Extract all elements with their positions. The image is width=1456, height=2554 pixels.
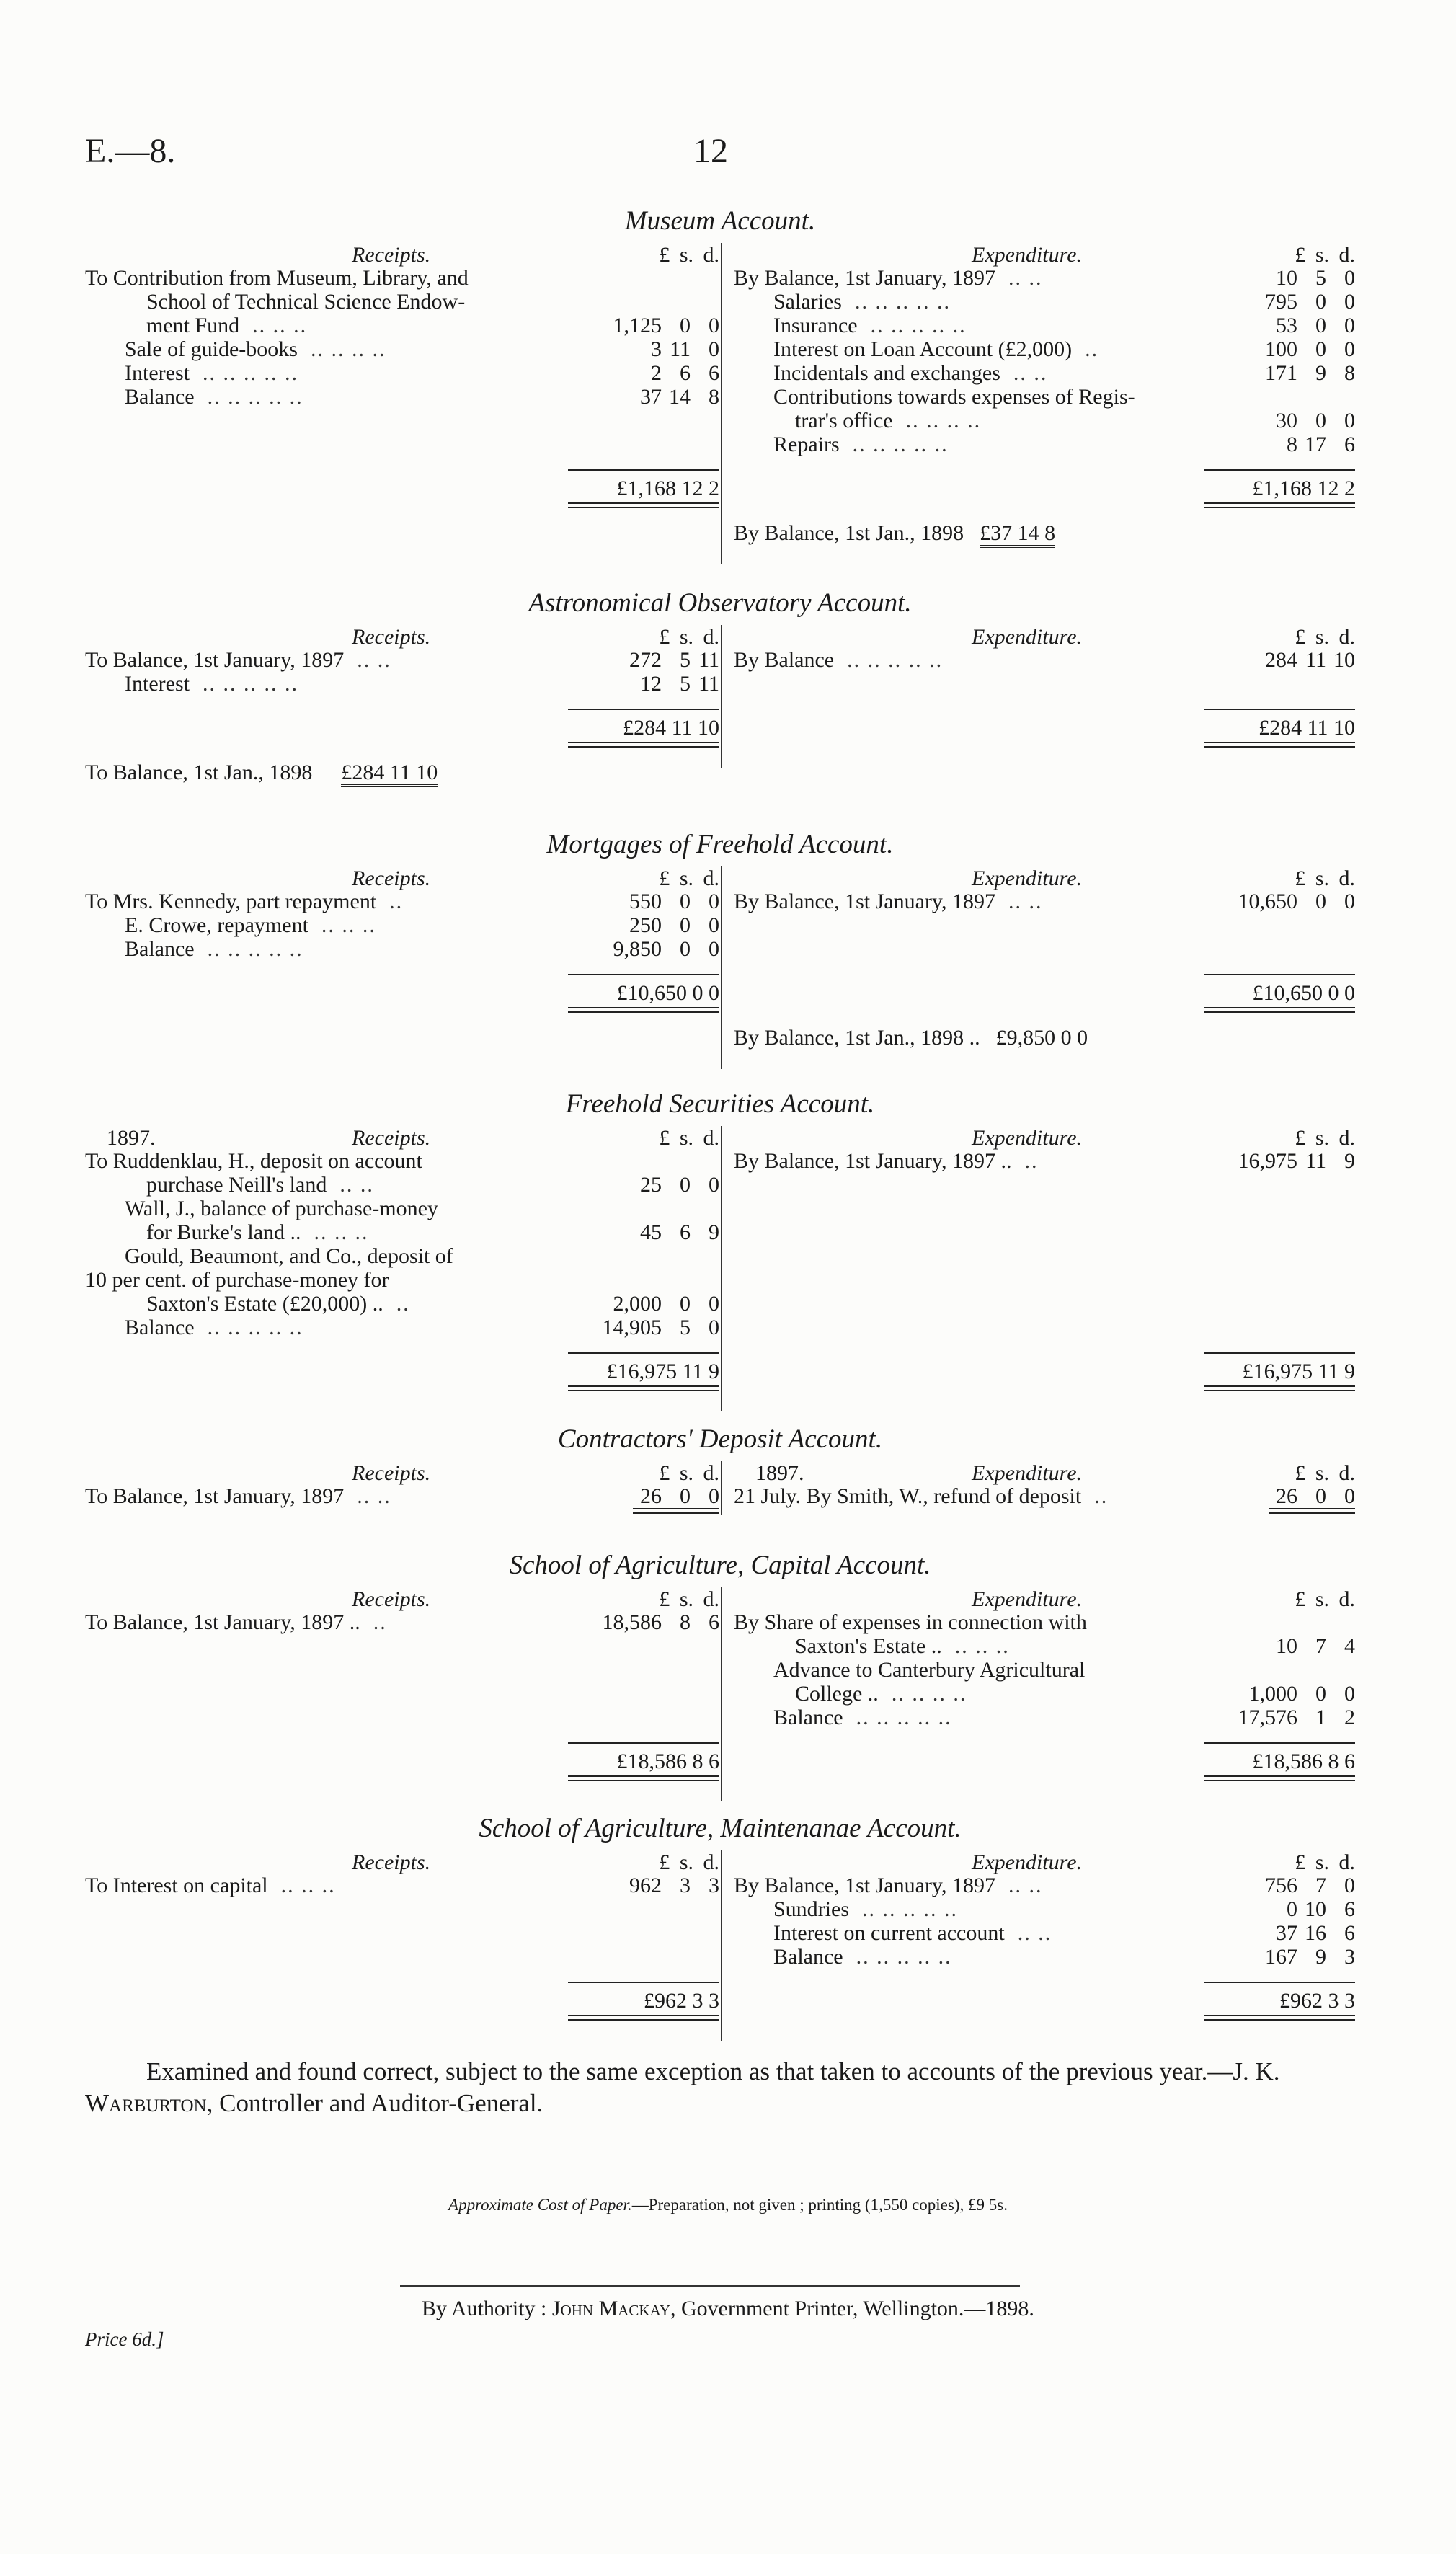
expenditure-row (734, 385, 1355, 409)
double-rule (568, 1007, 719, 1013)
expenditure-column (734, 243, 1355, 550)
page-number: 12 (693, 132, 728, 170)
receipts-text: To Contribution from Museum, Library, and (85, 266, 469, 290)
expenditure-header (734, 866, 1355, 890)
expenditure-text: Interest on current account .. .. (773, 1921, 1052, 1945)
double-rule (1204, 2015, 1355, 2021)
total-amount: £1,168 12 2 (1204, 469, 1355, 501)
amount: 962 3 3 (629, 1874, 719, 1897)
amount: 284 11 10 (1265, 648, 1355, 672)
auditor-name: Warburton (85, 2089, 207, 2117)
expenditure-row (734, 1484, 1355, 1508)
total-amount: £18,586 8 6 (568, 1742, 719, 1774)
lsd-header: £ s. d. (1295, 1587, 1355, 1611)
double-rule (568, 2015, 719, 2021)
expenditure-row (734, 433, 1355, 456)
amount: 10,650 0 0 (1238, 890, 1355, 913)
expenditure-text: Insurance .. .. .. .. .. (773, 314, 967, 337)
amount (1211, 1658, 1355, 1682)
double-rule (1204, 1007, 1355, 1013)
lsd-header: £ s. d. (659, 625, 719, 649)
total-row (734, 709, 1355, 740)
expenditure-row (734, 314, 1355, 337)
expenditure-label: Expenditure. (972, 1461, 1083, 1485)
expenditure-text: College .. .. .. .. .. (795, 1682, 967, 1706)
expenditure-text: Balance .. .. .. .. .. (773, 1945, 952, 1969)
expenditure-row (734, 1634, 1355, 1658)
double-rule (1204, 502, 1355, 508)
expenditure-row (734, 1706, 1355, 1729)
balance-carried: By Balance, 1st Jan., 1898 .. £9,850 0 0 (734, 1026, 1355, 1055)
expenditure-row (734, 890, 1355, 913)
amount: 26 0 0 (1276, 1484, 1355, 1508)
amount: 25 0 0 (640, 1173, 719, 1197)
amount (1211, 1610, 1355, 1635)
column-divider (721, 625, 722, 768)
lsd-header: £ s. d. (1295, 1461, 1355, 1485)
receipts-label: Receipts. (352, 1850, 431, 1874)
receipts-row (85, 266, 719, 290)
page-header (0, 0, 1456, 216)
receipts-row (85, 1316, 719, 1339)
double-rule (1204, 1775, 1355, 1781)
total-amount: £962 3 3 (568, 1982, 719, 2013)
receipts-row (85, 290, 719, 314)
amount: 0 10 6 (1287, 1897, 1355, 1921)
expenditure-row (734, 337, 1355, 361)
receipts-text: Balance .. .. .. .. .. (125, 385, 303, 409)
total-amount: £1,168 12 2 (568, 469, 719, 501)
lsd-header: £ s. d. (1295, 1850, 1355, 1874)
expenditure-header (734, 243, 1355, 266)
expenditure-text: Saxton's Estate .. .. .. .. (795, 1634, 1010, 1658)
price: Price 6d.] (85, 2328, 164, 2350)
expenditure-text: By Balance .. .. .. .. .. (734, 648, 944, 672)
expenditure-header (734, 1850, 1355, 1874)
receipts-row (85, 361, 719, 385)
total-amount: £16,975 11 9 (568, 1352, 719, 1384)
amount: 30 0 0 (1276, 409, 1355, 433)
receipts-text: Wall, J., balance of purchase-money (125, 1197, 438, 1220)
receipts-text: To Ruddenklau, H., deposit on account (85, 1149, 422, 1173)
account-title: School of Agriculture, Capital Account. (509, 1551, 931, 1580)
receipts-row (85, 913, 719, 937)
balance-carried: To Balance, 1st Jan., 1898 £284 11 10 (85, 761, 719, 789)
total-row (85, 1982, 719, 2013)
receipts-row (85, 1484, 719, 1508)
double-rule (633, 1508, 719, 1514)
receipts-label: Receipts. (352, 625, 431, 649)
receipts-row (85, 1197, 719, 1220)
amount: 18,586 8 6 (602, 1610, 719, 1634)
receipts-text: To Interest on capital .. .. .. (85, 1874, 336, 1897)
receipts-header (85, 625, 719, 648)
amount: 14,905 5 0 (602, 1316, 719, 1339)
amount (575, 1244, 719, 1269)
cost-of-paper: Approximate Cost of Paper.—Preparation, not given ; printing (1,550 copies), £9 5s. (448, 2196, 1008, 2214)
receipts-column (85, 1461, 719, 1514)
receipts-text: To Balance, 1st January, 1897 .. .. (85, 1610, 387, 1634)
expenditure-text: By Balance, 1st January, 1897 .. .. (734, 1874, 1043, 1897)
expenditure-row (734, 1658, 1355, 1682)
year-label: 1897. (107, 1126, 156, 1150)
amount: 756 7 0 (1265, 1874, 1355, 1897)
double-rule (568, 742, 719, 748)
double-rule (568, 1385, 719, 1391)
lsd-header: £ s. d. (659, 1126, 719, 1150)
account-title: School of Agriculture, Maintenanae Account. (479, 1814, 962, 1843)
total-row (85, 709, 719, 740)
amount: 167 9 3 (1265, 1945, 1355, 1969)
expenditure-text: Advance to Canterbury Agricultural (773, 1658, 1086, 1682)
receipts-row (85, 1268, 719, 1292)
expenditure-text: By Balance, 1st January, 1897 .. .. (734, 1149, 1039, 1173)
footer-rule (400, 2285, 1020, 2287)
receipts-text: Gould, Beaumont, and Co., deposit of (125, 1244, 453, 1268)
examined-statement: Examined and found correct, subject to the same exception as that taken to accounts of the previous year.—J. K. Warburton, Controller and Auditor-General. (85, 2057, 1280, 2117)
expenditure-header (734, 1461, 1355, 1484)
expenditure-text: Sundries .. .. .. .. .. (773, 1897, 958, 1921)
receipts-row (85, 890, 719, 913)
account-title: Freehold Securities Account. (565, 1089, 875, 1119)
expenditure-column (734, 1126, 1355, 1391)
expenditure-text: Incidentals and exchanges .. .. (773, 361, 1048, 385)
column-divider (721, 866, 722, 1069)
receipts-header (85, 866, 719, 890)
expenditure-label: Expenditure. (972, 1126, 1083, 1150)
amount (575, 290, 719, 314)
receipts-row (85, 1244, 719, 1268)
amount: 10 5 0 (1276, 266, 1355, 290)
amount: 2 6 6 (651, 361, 719, 385)
amount: 795 0 0 (1265, 290, 1355, 314)
receipts-text: Interest .. .. .. .. .. (125, 672, 298, 696)
lsd-header: £ s. d. (659, 1850, 719, 1874)
expenditure-row (734, 1921, 1355, 1945)
receipts-row (85, 1220, 719, 1244)
receipts-text: To Balance, 1st January, 1897 .. .. (85, 648, 391, 672)
receipts-row (85, 1292, 719, 1316)
expenditure-column (734, 1587, 1355, 1781)
receipts-row (85, 1610, 719, 1634)
column-divider (721, 243, 722, 564)
expenditure-row (734, 1897, 1355, 1921)
amount: 10 7 4 (1276, 1634, 1355, 1658)
receipts-label: Receipts. (352, 243, 431, 267)
receipts-header (85, 1850, 719, 1874)
expenditure-text: Contributions towards expenses of Regis- (773, 385, 1135, 409)
document-code: E.—8. (85, 132, 176, 170)
receipts-text: Balance .. .. .. .. .. (125, 937, 303, 961)
expenditure-text: By Balance, 1st January, 1897 .. .. (734, 890, 1043, 913)
receipts-label: Receipts. (352, 866, 431, 890)
lsd-header: £ s. d. (659, 1461, 719, 1485)
total-row (734, 974, 1355, 1003)
receipts-text: Sale of guide-books .. .. .. .. (125, 337, 386, 361)
amount: 8 17 6 (1287, 433, 1355, 456)
lsd-header: £ s. d. (659, 866, 719, 890)
total-amount: £284 11 10 (568, 709, 719, 740)
receipts-text: 10 per cent. of purchase-money for (85, 1268, 389, 1292)
amount: 272 5 11 (629, 648, 719, 672)
double-rule (1204, 1385, 1355, 1391)
amount: 17,576 1 2 (1238, 1706, 1355, 1729)
balance-carried: By Balance, 1st Jan., 1898 £37 14 8 (734, 521, 1355, 550)
receipts-text: Saxton's Estate (£20,000) .. .. (146, 1292, 410, 1316)
total-row (734, 1982, 1355, 2013)
column-divider (721, 1126, 722, 1411)
lsd-header: £ s. d. (1295, 625, 1355, 649)
lsd-header: £ s. d. (659, 1587, 719, 1611)
receipts-text: To Mrs. Kennedy, part repayment .. (85, 890, 404, 913)
lsd-header: £ s. d. (659, 243, 719, 267)
expenditure-column (734, 625, 1355, 748)
printer-line: By Authority : John Mackay, Government Printer, Wellington.—1898. (422, 2297, 1034, 2320)
expenditure-row (734, 409, 1355, 433)
double-rule (1204, 742, 1355, 748)
amount: 250 0 0 (629, 913, 719, 937)
total-row (85, 469, 719, 498)
expenditure-text: Interest on Loan Account (£2,000) .. (773, 337, 1099, 361)
amount: 2,000 0 0 (613, 1292, 719, 1316)
expenditure-text: Balance .. .. .. .. .. (773, 1706, 952, 1729)
total-amount: £18,586 8 6 (1204, 1742, 1355, 1774)
total-row (734, 469, 1355, 498)
receipts-text: purchase Neill's land .. .. (146, 1173, 374, 1197)
receipts-column (85, 1126, 719, 1391)
receipts-header (85, 1587, 719, 1610)
column-divider (721, 1461, 722, 1515)
total-row (85, 1352, 719, 1381)
expenditure-header (734, 1126, 1355, 1149)
total-row (85, 1742, 719, 1771)
amount: 45 6 9 (640, 1220, 719, 1244)
receipts-label: Receipts. (352, 1461, 431, 1485)
amount: 1,125 0 0 (613, 314, 719, 337)
receipts-column (85, 243, 719, 508)
account-title: Contractors' Deposit Account. (557, 1424, 883, 1454)
receipts-row (85, 937, 719, 961)
receipts-text: Interest .. .. .. .. .. (125, 361, 298, 385)
amount (1211, 385, 1355, 409)
expenditure-label: Expenditure. (972, 243, 1083, 267)
receipts-text: for Burke's land .. .. .. .. (146, 1220, 369, 1244)
receipts-row (85, 385, 719, 409)
amount: 37 14 8 (640, 385, 719, 409)
amount (575, 1149, 719, 1174)
receipts-text: ment Fund .. .. .. (146, 314, 308, 337)
double-rule (1269, 1508, 1355, 1514)
amount: 16,975 11 9 (1238, 1149, 1355, 1173)
expenditure-row (734, 1945, 1355, 1969)
amount: 1,000 0 0 (1248, 1682, 1355, 1706)
amount: 12 5 11 (640, 672, 719, 696)
total-row (734, 1352, 1355, 1381)
receipts-text: School of Technical Science Endow- (146, 290, 466, 314)
receipts-label: Receipts. (352, 1587, 431, 1611)
expenditure-text: By Share of expenses in connection with (734, 1610, 1087, 1634)
amount: 100 0 0 (1265, 337, 1355, 361)
amount: 171 9 8 (1265, 361, 1355, 385)
account-title: Astronomical Observatory Account. (528, 588, 912, 618)
receipts-header (85, 243, 719, 266)
expenditure-row (734, 1874, 1355, 1897)
receipts-label: Receipts. (352, 1126, 431, 1150)
receipts-text: E. Crowe, repayment .. .. .. (125, 913, 376, 937)
column-divider (721, 1850, 722, 2041)
receipts-header (85, 1461, 719, 1484)
total-amount: £10,650 0 0 (568, 974, 719, 1006)
column-divider (721, 1587, 722, 1801)
expenditure-column (734, 866, 1355, 1055)
expenditure-column (734, 1850, 1355, 2021)
lsd-header: £ s. d. (1295, 243, 1355, 267)
lsd-header: £ s. d. (1295, 866, 1355, 890)
expenditure-label: Expenditure. (972, 1587, 1083, 1611)
expenditure-row (734, 1149, 1355, 1173)
receipts-row (85, 337, 719, 361)
receipts-header (85, 1126, 719, 1149)
total-row (734, 1742, 1355, 1771)
year-label: 1897. (755, 1461, 804, 1485)
receipts-column (85, 625, 719, 789)
receipts-row (85, 648, 719, 672)
total-amount: £284 11 10 (1204, 709, 1355, 740)
amount: 53 0 0 (1276, 314, 1355, 337)
lsd-header: £ s. d. (1295, 1126, 1355, 1150)
receipts-text: To Balance, 1st January, 1897 .. .. (85, 1484, 391, 1508)
expenditure-row (734, 361, 1355, 385)
expenditure-text: 21 July. By Smith, W., refund of deposit .. (734, 1484, 1109, 1508)
amount (575, 266, 719, 291)
expenditure-label: Expenditure. (972, 1850, 1083, 1874)
receipts-text: Balance .. .. .. .. .. (125, 1316, 303, 1339)
total-row (85, 974, 719, 1003)
amount: 550 0 0 (629, 890, 719, 913)
receipts-row (85, 314, 719, 337)
amount: 9,850 0 0 (613, 937, 719, 961)
receipts-row (85, 1173, 719, 1197)
total-amount: £962 3 3 (1204, 1982, 1355, 2013)
expenditure-row (734, 290, 1355, 314)
expenditure-row (734, 648, 1355, 672)
expenditure-row (734, 266, 1355, 290)
expenditure-row (734, 1682, 1355, 1706)
amount: 26 0 0 (640, 1484, 719, 1508)
amount (575, 1197, 719, 1221)
amount (575, 1268, 719, 1292)
expenditure-text: Repairs .. .. .. .. .. (773, 433, 949, 456)
amount: 37 16 6 (1276, 1921, 1355, 1945)
expenditure-header (734, 1587, 1355, 1610)
expenditure-header (734, 625, 1355, 648)
total-amount: £10,650 0 0 (1204, 974, 1355, 1006)
total-amount: £16,975 11 9 (1204, 1352, 1355, 1384)
expenditure-column (734, 1461, 1355, 1514)
amount: 3 11 0 (651, 337, 719, 361)
expenditure-label: Expenditure. (972, 625, 1083, 649)
expenditure-text: trar's office .. .. .. .. (795, 409, 982, 433)
receipts-row (85, 1149, 719, 1173)
account-title: Museum Account. (624, 206, 816, 236)
receipts-row (85, 672, 719, 696)
expenditure-row (734, 1610, 1355, 1634)
double-rule (568, 502, 719, 508)
receipts-row (85, 1874, 719, 1897)
expenditure-text: By Balance, 1st January, 1897 .. .. (734, 266, 1043, 290)
receipts-column (85, 866, 719, 1013)
account-title: Mortgages of Freehold Account. (546, 830, 894, 859)
expenditure-text: Salaries .. .. .. .. .. (773, 290, 951, 314)
expenditure-label: Expenditure. (972, 866, 1083, 890)
receipts-column (85, 1587, 719, 1781)
double-rule (568, 1775, 719, 1781)
receipts-column (85, 1850, 719, 2021)
